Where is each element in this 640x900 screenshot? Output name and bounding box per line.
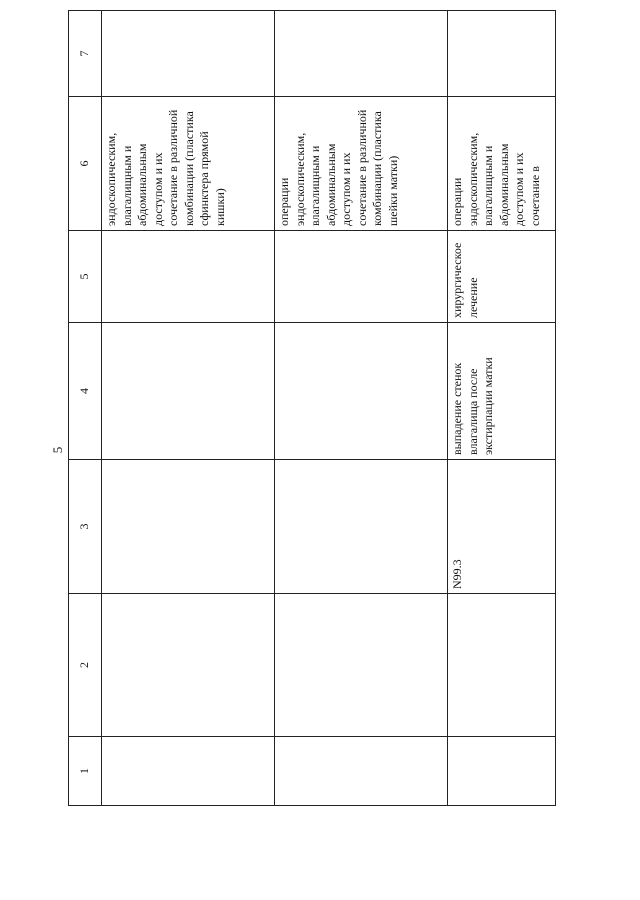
procedure-table: [68, 10, 556, 806]
cell-r2-c4: [275, 323, 448, 460]
cell-r2-c3: [275, 460, 448, 594]
table-row: [448, 11, 556, 806]
cell-r3-c4: выпадение стенок влагалища после экстирпации матки: [448, 323, 556, 460]
cell-r3-c2: [448, 594, 556, 737]
table-row: [275, 11, 448, 806]
page-number: 5: [50, 446, 65, 454]
cell-r2-c6: операции эндоскопическим, влагалищным и абдоминальным доступом и их сочетание в различной комбинации (пластика шейки матки): [275, 97, 448, 231]
cell-r3-c5: хирургическое лечение: [448, 231, 556, 323]
header-col-6: 6: [69, 97, 102, 231]
header-row: [69, 11, 102, 806]
cell-r2-c7: [275, 11, 448, 97]
cell-r3-c1: [448, 737, 556, 806]
cell-r1-c7: [102, 11, 275, 97]
header-col-5: 5: [69, 231, 102, 323]
cell-r2-c5: [275, 231, 448, 323]
header-col-1: 1: [69, 737, 102, 806]
header-col-4: 4: [69, 323, 102, 460]
cell-r3-c7: [448, 11, 556, 97]
cell-r1-c2: [102, 594, 275, 737]
cell-r1-c4: [102, 323, 275, 460]
cell-r1-c1: [102, 737, 275, 806]
cell-r3-c3: N99.3: [448, 460, 556, 594]
cell-r1-c5: [102, 231, 275, 323]
cell-r2-c2: [275, 594, 448, 737]
cell-r2-c1: [275, 737, 448, 806]
header-col-3: 3: [69, 460, 102, 594]
procedure-table-wrapper: [68, 50, 548, 806]
cell-r3-c6: операции эндоскопическим, влагалищным и абдоминальным доступом и их сочетание в: [448, 97, 556, 231]
cell-r1-c6: эндоскопическим, влагалищным и абдоминальным доступом и их сочетание в различной комбинации (пластика сфинктера прямой кишки): [102, 97, 275, 231]
header-col-2: 2: [69, 594, 102, 737]
table-row: [102, 11, 275, 806]
cell-r1-c3: [102, 460, 275, 594]
header-col-7: 7: [69, 11, 102, 97]
